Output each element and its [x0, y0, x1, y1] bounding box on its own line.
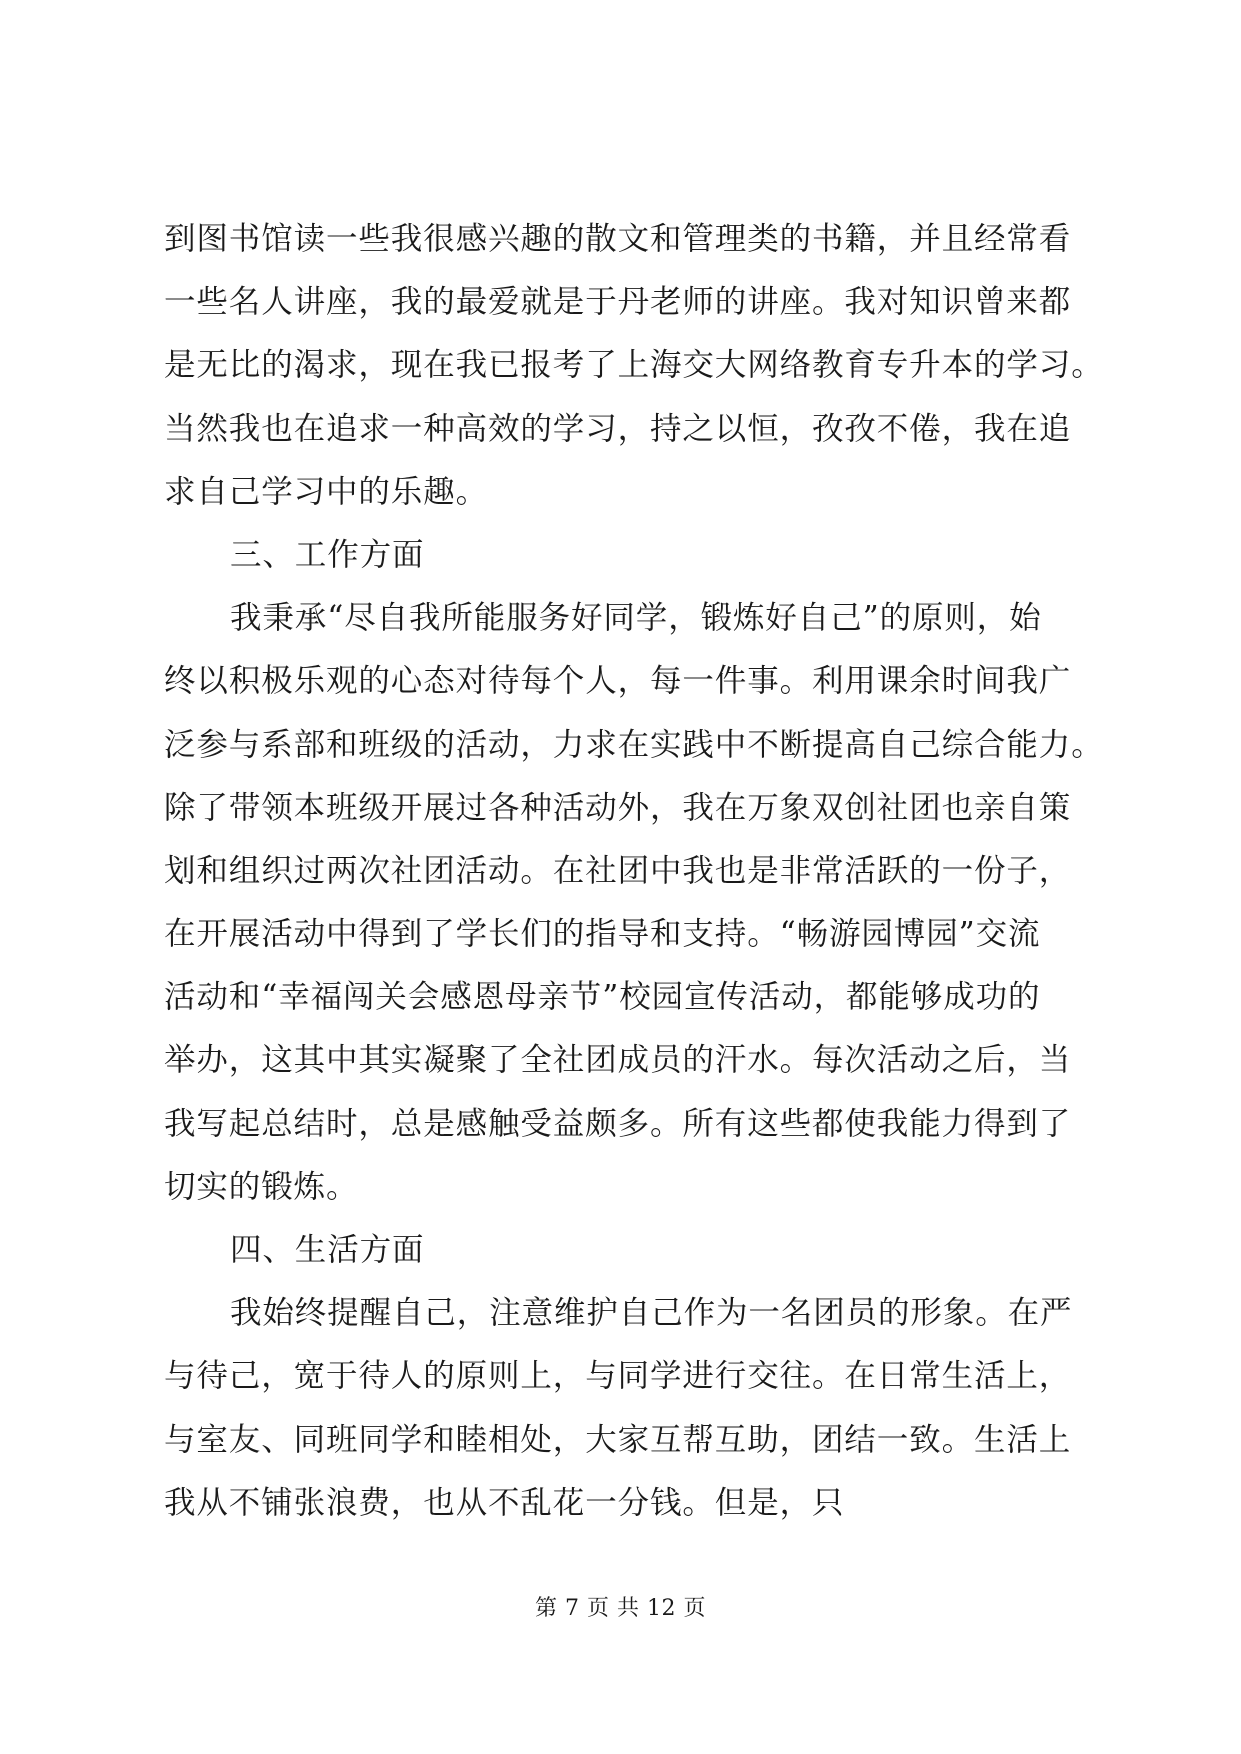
text-line: 划和组织过两次社团活动。在社团中我也是非常活跃的一份子，	[164, 852, 1072, 889]
text-line: 在开展活动中得到了学长们的指导和支持。“畅游园博园”交流	[164, 916, 1041, 953]
text-line: 与待己，宽于待人的原则上，与同学进行交往。在日常生活上，	[164, 1358, 1072, 1395]
text-line: 活动和“幸福闯关会感恩母亲节”校园宣传活动，都能够成功的	[164, 979, 1041, 1016]
text-line: 举办，这其中其实凝聚了全社团成员的汗水。每次活动之后，当	[164, 1042, 1072, 1079]
text-line: 三、工作方面	[230, 536, 425, 573]
text-line: 四、生活方面	[230, 1232, 425, 1268]
body-text	[164, 208, 1124, 1535]
text-line: 我写起总结时，总是感触受益颇多。所有这些都使我能力得到了	[164, 1105, 1072, 1142]
text-line: 除了带领本班级开展过各种活动外，我在万象双创社团也亲自策	[164, 789, 1072, 826]
text-line: 当然我也在追求一种高效的学习，持之以恒，孜孜不倦，我在追	[164, 410, 1072, 447]
text-line: 我从不铺张浪费，也从不乱花一分钱。但是，只	[164, 1484, 845, 1521]
page-footer: 第 7 页 共 12 页	[535, 1596, 706, 1621]
text-line: 与室友、同班同学和睦相处，大家互帮互助，团结一致。生活上	[164, 1421, 1072, 1458]
text-line: 泛参与系部和班级的活动，力求在实践中不断提高自己综合能力。	[164, 726, 1104, 763]
text-line: 到图书馆读一些我很感兴趣的散文和管理类的书籍，并且经常看	[164, 221, 1072, 257]
text-line: 我始终提醒自己，注意维护自己作为一名团员的形象。在严	[230, 1295, 1073, 1332]
text-line: 终以积极乐观的心态对待每个人，每一件事。利用课余时间我广	[164, 663, 1072, 700]
text-line: 一些名人讲座，我的最爱就是于丹老师的讲座。我对知识曾来都	[164, 284, 1072, 321]
text-line: 求自己学习中的乐趣。	[164, 473, 489, 510]
text-line: 我秉承“尽自我所能服务好同学，锻炼好自己”的原则，始	[230, 600, 1042, 637]
text-line: 是无比的渴求，现在我已报考了上海交大网络教育专升本的学习。	[164, 347, 1104, 384]
text-line: 切实的锻炼。	[164, 1168, 359, 1205]
